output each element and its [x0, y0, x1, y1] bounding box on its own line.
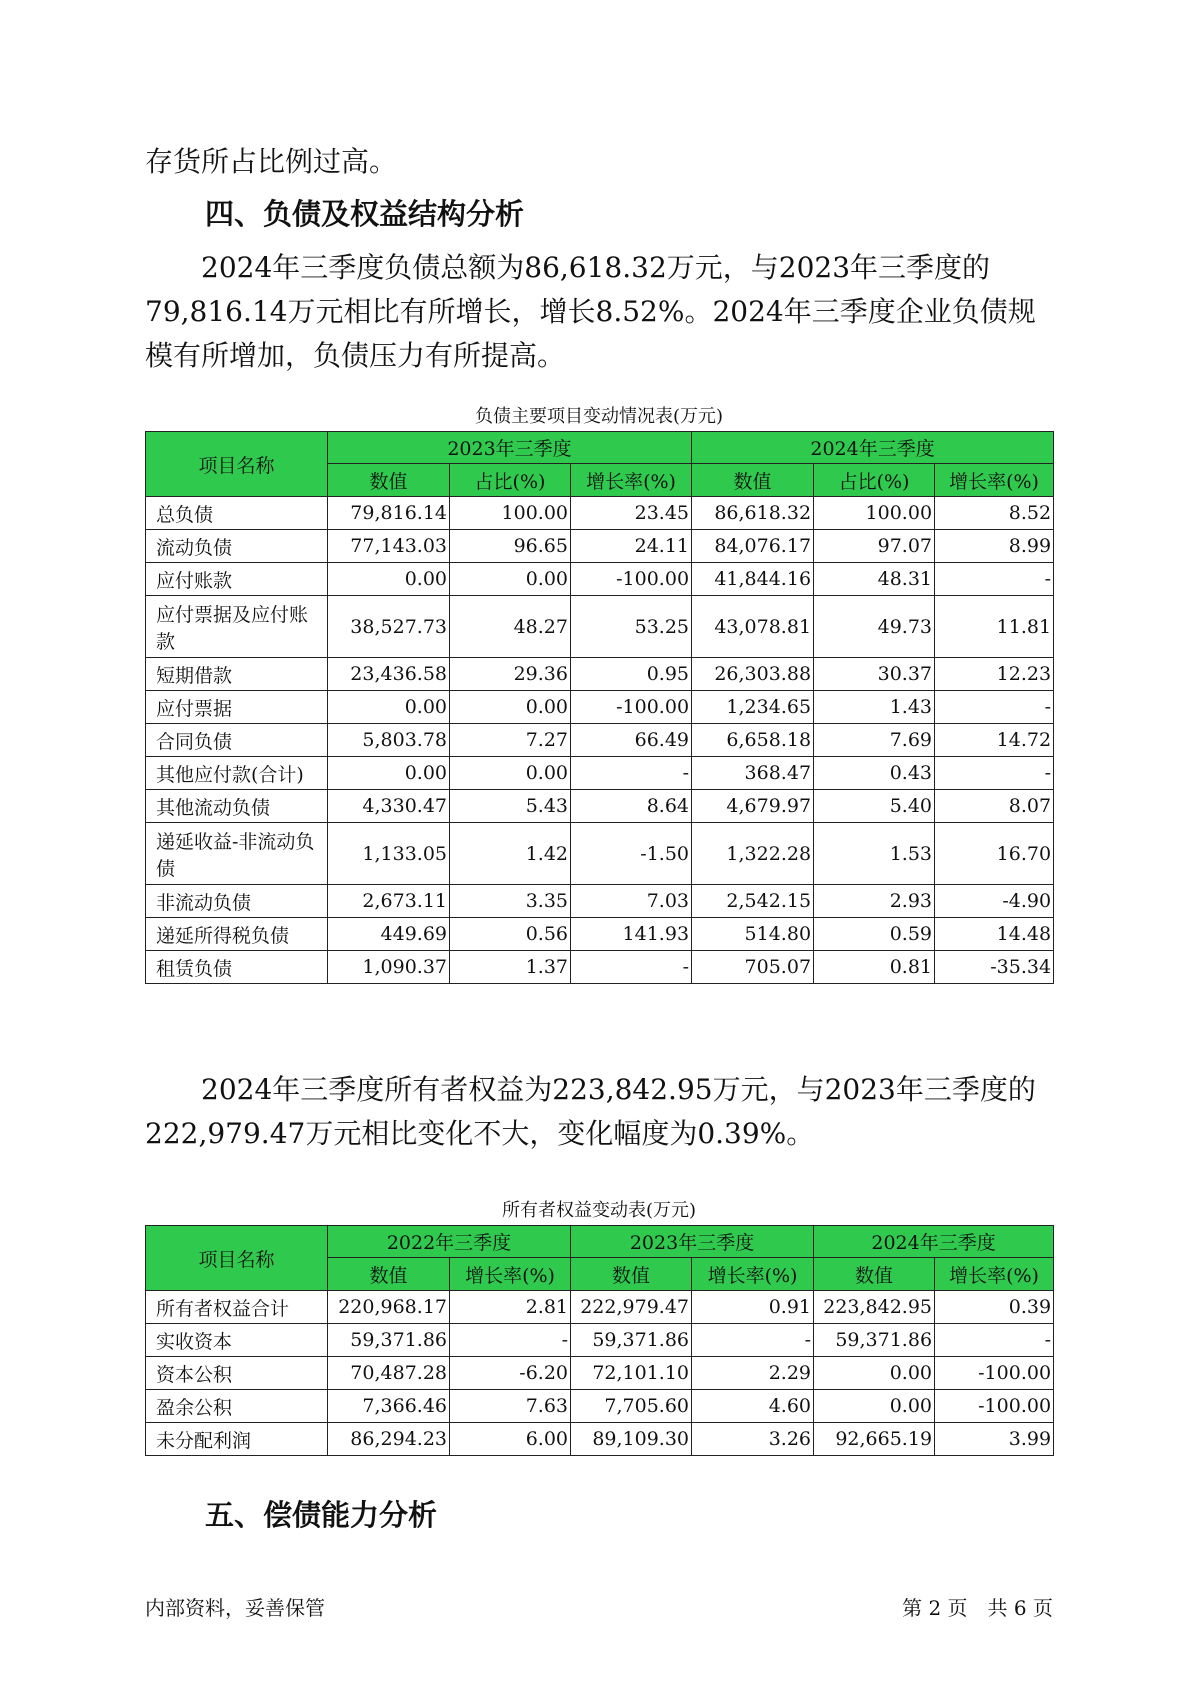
table2-subheader: 增长率(%) [692, 1258, 814, 1291]
table-cell: 0.00 [450, 563, 571, 596]
table-cell: 53.25 [571, 596, 692, 658]
table-cell: 86,618.32 [692, 497, 814, 530]
table-cell: - [935, 563, 1054, 596]
table1-subheader: 占比(%) [814, 464, 935, 497]
table-cell: 8.52 [935, 497, 1054, 530]
table-row [146, 1423, 1054, 1456]
table1-subheader: 增长率(%) [571, 464, 692, 497]
table-cell: 92,665.19 [814, 1423, 935, 1456]
table2-subheader: 增长率(%) [935, 1258, 1054, 1291]
table-cell: 59,371.86 [814, 1324, 935, 1357]
table-cell: 0.00 [450, 757, 571, 790]
table-cell: 368.47 [692, 757, 814, 790]
table-cell: 0.00 [328, 563, 450, 596]
intro-tail-text: 存货所占比例过高。 [145, 145, 398, 178]
table2-period-header: 2024年三季度 [814, 1226, 1054, 1258]
table-cell: - [935, 691, 1054, 724]
table-cell: 0.59 [814, 918, 935, 951]
row-label: 所有者权益合计 [146, 1291, 328, 1324]
table-cell: 4.60 [692, 1390, 814, 1423]
table-cell: -100.00 [935, 1357, 1054, 1390]
row-label: 递延收益-非流动负债 [146, 823, 328, 885]
table-row [146, 724, 1054, 757]
table-cell: 59,371.86 [328, 1324, 450, 1357]
table-cell: 0.00 [328, 691, 450, 724]
table1-period-header: 2024年三季度 [692, 432, 1054, 464]
table-cell: 77,143.03 [328, 530, 450, 563]
table-row [146, 823, 1054, 885]
table-row [146, 1390, 1054, 1423]
section4-heading: 四、负债及权益结构分析 [205, 197, 525, 231]
table-cell: 1.43 [814, 691, 935, 724]
table-cell: 4,679.97 [692, 790, 814, 823]
table-cell: 7.27 [450, 724, 571, 757]
table-row [146, 563, 1054, 596]
table-cell: 97.07 [814, 530, 935, 563]
table-cell: 223,842.95 [814, 1291, 935, 1324]
table1-period-header: 2023年三季度 [328, 432, 692, 464]
table2-subheader: 数值 [814, 1258, 935, 1291]
table-cell: 3.35 [450, 885, 571, 918]
table-cell: - [692, 1324, 814, 1357]
table-cell: 0.00 [328, 757, 450, 790]
row-label: 资本公积 [146, 1357, 328, 1390]
table2-period-header: 2022年三季度 [328, 1226, 571, 1258]
row-label: 合同负债 [146, 724, 328, 757]
equity-paragraph: 2024年三季度所有者权益为223,842.95万元，与2023年三季度的222,979.47万元相比变化不大，变化幅度为0.39%。 [145, 1073, 1036, 1150]
table-cell: 14.72 [935, 724, 1054, 757]
table-cell: -100.00 [935, 1390, 1054, 1423]
table-cell: 7.03 [571, 885, 692, 918]
table-cell: 49.73 [814, 596, 935, 658]
table-cell: - [935, 757, 1054, 790]
table-cell: 5,803.78 [328, 724, 450, 757]
table-cell: 7.69 [814, 724, 935, 757]
equity-table [145, 1225, 1054, 1456]
row-label: 非流动负债 [146, 885, 328, 918]
row-label: 总负债 [146, 497, 328, 530]
table-cell: 100.00 [450, 497, 571, 530]
table-cell: 14.48 [935, 918, 1054, 951]
table1-subheader: 数值 [692, 464, 814, 497]
table-cell: 8.64 [571, 790, 692, 823]
table-cell: 11.81 [935, 596, 1054, 658]
table-cell: 5.43 [450, 790, 571, 823]
row-label: 应付账款 [146, 563, 328, 596]
table-cell: 48.27 [450, 596, 571, 658]
table-row [146, 658, 1054, 691]
table-cell: -6.20 [450, 1357, 571, 1390]
table-cell: 2.81 [450, 1291, 571, 1324]
table-cell: 0.81 [814, 951, 935, 984]
table-row [146, 596, 1054, 658]
table-cell: -100.00 [571, 691, 692, 724]
table-cell: 0.56 [450, 918, 571, 951]
table2-caption: 所有者权益变动表(万元) [501, 1200, 697, 1221]
row-label: 其他流动负债 [146, 790, 328, 823]
table-cell: 6,658.18 [692, 724, 814, 757]
table-cell: 41,844.16 [692, 563, 814, 596]
table-cell: 7,705.60 [571, 1390, 692, 1423]
row-label: 实收资本 [146, 1324, 328, 1357]
table-row [146, 691, 1054, 724]
row-label: 流动负债 [146, 530, 328, 563]
table-cell: 7.63 [450, 1390, 571, 1423]
table-cell: 12.23 [935, 658, 1054, 691]
table-cell: 1,133.05 [328, 823, 450, 885]
table1-caption: 负债主要项目变动情况表(万元) [474, 406, 724, 427]
row-label: 递延所得税负债 [146, 918, 328, 951]
table-row [146, 1324, 1054, 1357]
table-cell: 1.37 [450, 951, 571, 984]
table-cell: 8.07 [935, 790, 1054, 823]
table-cell: 100.00 [814, 497, 935, 530]
table1-subheader: 占比(%) [450, 464, 571, 497]
table-cell: 16.70 [935, 823, 1054, 885]
table-cell: 2,673.11 [328, 885, 450, 918]
table-cell: - [571, 757, 692, 790]
table-cell: 5.40 [814, 790, 935, 823]
row-label: 未分配利润 [146, 1423, 328, 1456]
table2-name-header: 项目名称 [146, 1226, 328, 1291]
table2-period-header: 2023年三季度 [571, 1226, 814, 1258]
liabilities-table [145, 431, 1054, 984]
table-cell: 86,294.23 [328, 1423, 450, 1456]
table-cell: - [571, 951, 692, 984]
table-cell: 1,322.28 [692, 823, 814, 885]
table-cell: -4.90 [935, 885, 1054, 918]
table-cell: 84,076.17 [692, 530, 814, 563]
table-cell: 2.93 [814, 885, 935, 918]
table-cell: 24.11 [571, 530, 692, 563]
row-label: 应付票据及应付账款 [146, 596, 328, 658]
table-cell: 59,371.86 [571, 1324, 692, 1357]
table-cell: 89,109.30 [571, 1423, 692, 1456]
table-cell: 220,968.17 [328, 1291, 450, 1324]
table-cell: - [935, 1324, 1054, 1357]
table-cell: 1,090.37 [328, 951, 450, 984]
table-row [146, 1291, 1054, 1324]
page-number: 第 2 页 共 6 页 [902, 1596, 1053, 1620]
row-label: 短期借款 [146, 658, 328, 691]
table-cell: -100.00 [571, 563, 692, 596]
table-cell: 1.53 [814, 823, 935, 885]
table-cell: 4,330.47 [328, 790, 450, 823]
liabilities-paragraph: 2024年三季度负债总额为86,618.32万元，与2023年三季度的79,816.14万元相比有所增长，增长8.52%。2024年三季度企业负债规模有所增加，负债压力有所提高。 [145, 251, 1036, 372]
table-row [146, 497, 1054, 530]
table-cell: 705.07 [692, 951, 814, 984]
table-cell: 0.95 [571, 658, 692, 691]
table-cell: 23.45 [571, 497, 692, 530]
table-cell: 6.00 [450, 1423, 571, 1456]
table-cell: 514.80 [692, 918, 814, 951]
table-cell: 0.00 [814, 1357, 935, 1390]
table-cell: 79,816.14 [328, 497, 450, 530]
table-cell: 26,303.88 [692, 658, 814, 691]
table-cell: 3.99 [935, 1423, 1054, 1456]
table-cell: 30.37 [814, 658, 935, 691]
table-cell: 72,101.10 [571, 1357, 692, 1390]
table-cell: 23,436.58 [328, 658, 450, 691]
table-row [146, 757, 1054, 790]
table-cell: 66.49 [571, 724, 692, 757]
table-cell: -35.34 [935, 951, 1054, 984]
footer-note: 内部资料，妥善保管 [145, 1596, 325, 1620]
row-label: 应付票据 [146, 691, 328, 724]
table-cell: 96.65 [450, 530, 571, 563]
table-cell: 70,487.28 [328, 1357, 450, 1390]
table-row [146, 530, 1054, 563]
section5-heading: 五、偿债能力分析 [205, 1498, 438, 1532]
table1-subheader: 增长率(%) [935, 464, 1054, 497]
table-cell: 141.93 [571, 918, 692, 951]
table-cell: 29.36 [450, 658, 571, 691]
row-label: 盈余公积 [146, 1390, 328, 1423]
table-cell: 8.99 [935, 530, 1054, 563]
table-cell: 1.42 [450, 823, 571, 885]
table-cell: 2.29 [692, 1357, 814, 1390]
row-label: 其他应付款(合计) [146, 757, 328, 790]
table-cell: 0.43 [814, 757, 935, 790]
table-cell: - [450, 1324, 571, 1357]
table-cell: 0.39 [935, 1291, 1054, 1324]
table-cell: 7,366.46 [328, 1390, 450, 1423]
table-cell: 0.00 [814, 1390, 935, 1423]
table-row [146, 790, 1054, 823]
table2-subheader: 增长率(%) [450, 1258, 571, 1291]
table-cell: 222,979.47 [571, 1291, 692, 1324]
table-cell: 3.26 [692, 1423, 814, 1456]
table-cell: 0.91 [692, 1291, 814, 1324]
table-row [146, 951, 1054, 984]
table-cell: 1,234.65 [692, 691, 814, 724]
table-cell: 449.69 [328, 918, 450, 951]
table-cell: 2,542.15 [692, 885, 814, 918]
table-cell: 48.31 [814, 563, 935, 596]
table-row [146, 1357, 1054, 1390]
table-cell: 0.00 [450, 691, 571, 724]
table-cell: -1.50 [571, 823, 692, 885]
table-cell: 43,078.81 [692, 596, 814, 658]
table-row [146, 885, 1054, 918]
table1-name-header: 项目名称 [146, 432, 328, 497]
table-cell: 38,527.73 [328, 596, 450, 658]
table2-subheader: 数值 [571, 1258, 692, 1291]
table2-subheader: 数值 [328, 1258, 450, 1291]
table1-subheader: 数值 [328, 464, 450, 497]
table-row [146, 918, 1054, 951]
row-label: 租赁负债 [146, 951, 328, 984]
